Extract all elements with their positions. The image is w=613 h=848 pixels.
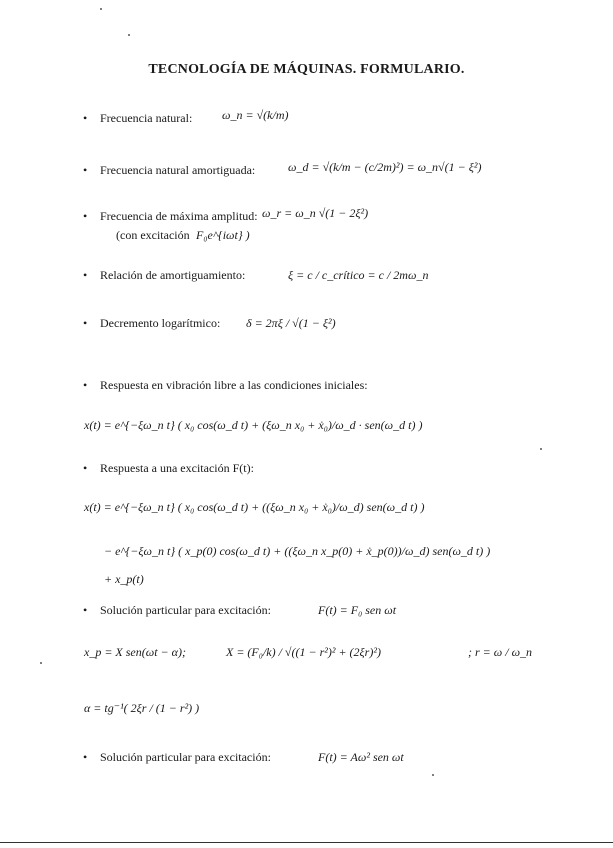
scan-speck xyxy=(540,448,542,450)
formula-amplitude-x: X = (F₀/k) / √((1 − r²)² + (2ξr)²) xyxy=(226,645,381,659)
bullet: • xyxy=(83,750,88,764)
formula-damped-frequency: ω_d = √(k/m − (c/2m)²) = ω_n√(1 − ξ²) xyxy=(288,160,482,174)
label-forced-response: Respuesta a una excitación F(t): xyxy=(100,461,254,475)
scan-speck xyxy=(40,662,42,664)
formula-phase-angle: α = tg⁻¹( 2ξr / (1 − r²) ) xyxy=(84,701,200,715)
scan-speck xyxy=(432,774,434,776)
formula-forced-response-line1: x(t) = e^{−ξω_n t} ( x₀ cos(ω_d t) + ((ξω_n x₀ + ẋ₀)/ω_d) sen(ω_d t) ) xyxy=(84,500,425,514)
formula-excitation-force-1: F(t) = F₀ sen ωt xyxy=(318,603,397,617)
label-damping-ratio: Relación de amortiguamiento: xyxy=(100,268,246,282)
label-log-decrement: Decremento logarítmico: xyxy=(100,316,221,330)
formula-frequency-ratio: ; r = ω / ω_n xyxy=(468,645,533,659)
bullet: • xyxy=(83,268,88,282)
bullet: • xyxy=(83,461,88,475)
formula-log-decrement: δ = 2πξ / √(1 − ξ²) xyxy=(246,316,336,330)
bullet: • xyxy=(83,111,88,125)
formula-excitation-term: F₀e^{iωt} ) xyxy=(196,228,250,242)
formula-forced-response-line3: + x_p(t) xyxy=(104,572,144,586)
formula-natural-frequency: ω_n = √(k/m) xyxy=(222,108,289,122)
bullet: • xyxy=(83,209,88,223)
formula-free-vibration-response: x(t) = e^{−ξω_n t} ( x₀ cos(ω_d t) + (ξω_n x₀ + ẋ₀)/ω_d · sen(ω_d t) ) xyxy=(84,418,423,432)
label-particular-solution-1: Solución particular para excitación: xyxy=(100,603,271,617)
bullet: • xyxy=(83,163,88,177)
label-free-vibration-response: Respuesta en vibración libre a las condiciones iniciales: xyxy=(100,378,368,392)
formula-forced-response-line2: − e^{−ξω_n t} ( x_p(0) cos(ω_d t) + ((ξω_n x_p(0) + ẋ_p(0))/ω_d) sen(ω_d t) ) xyxy=(104,544,491,558)
scan-speck xyxy=(128,34,130,36)
formula-particular-xp: x_p = X sen(ωt − α); xyxy=(84,645,186,659)
page-title: TECNOLOGÍA DE MÁQUINAS. FORMULARIO. xyxy=(148,62,465,77)
label-max-amplitude-frequency: Frecuencia de máxima amplitud: xyxy=(100,209,258,223)
label-particular-solution-2: Solución particular para excitación: xyxy=(100,750,271,764)
bullet: • xyxy=(83,378,88,392)
scan-edge-line xyxy=(0,842,613,843)
bullet: • xyxy=(83,603,88,617)
formula-excitation-force-2: F(t) = Aω² sen ωt xyxy=(318,750,404,764)
bullet: • xyxy=(83,316,88,330)
formula-damping-ratio: ξ = c / c_crítico = c / 2mω_n xyxy=(288,268,429,282)
label-damped-frequency: Frecuencia natural amortiguada: xyxy=(100,163,256,177)
label-natural-frequency: Frecuencia natural: xyxy=(100,111,193,125)
note-excitation: (con excitación xyxy=(116,228,190,242)
formula-max-amplitude-frequency: ω_r = ω_n √(1 − 2ξ²) xyxy=(262,206,369,220)
scan-speck xyxy=(100,8,102,10)
